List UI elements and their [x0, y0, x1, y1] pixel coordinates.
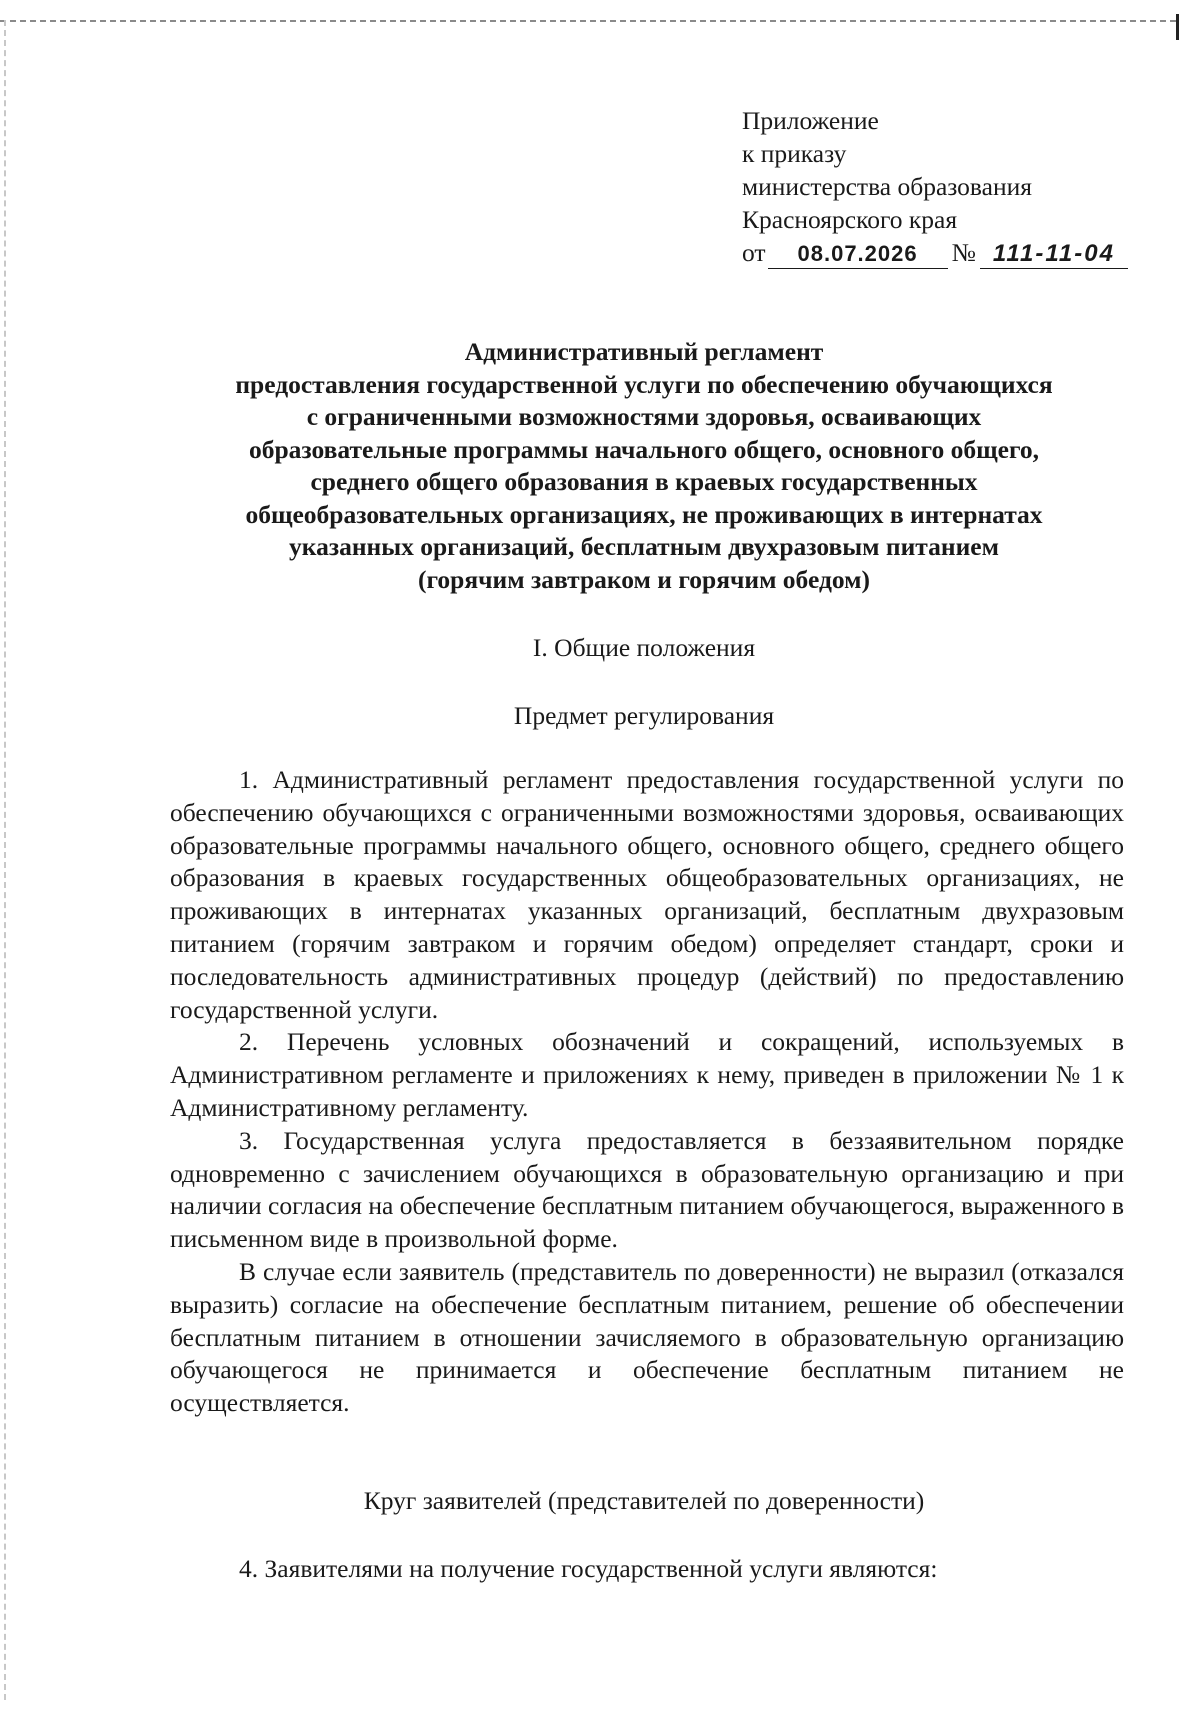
- appendix-line: Приложение: [742, 106, 879, 135]
- title-line: с ограниченными возможностями здоровья, осваивающих: [306, 402, 982, 431]
- subsection-heading: Предмет регулирования: [513, 701, 775, 730]
- paragraph: 1. Административный регламент предоставления государственной услуги по обеспечению обучающихся с ограниченными возможностями здоровья, осваивающих образовательные программы начального общего, основного общего, среднего общего образования в краевых государственных общеобразовательных организациях, не проживающих в интернатах указанных организаций, бесплатным двухразовым питанием (горячим завтраком и горячим обедом) определяет стандарт, сроки и последовательность административных процедур (действий) по предоставлению государственной услуги.: [170, 765, 1124, 1024]
- title-line: общеобразовательных организациях, не проживающих в интернатах: [245, 499, 1043, 529]
- title-line: Административный регламент: [464, 337, 824, 366]
- order-date: 08.07.2026: [768, 240, 948, 269]
- appendix-line: министерства образования: [742, 172, 1032, 201]
- order-number: 111-11-04: [980, 240, 1128, 269]
- body-text: [170, 764, 1124, 1420]
- document-title: [160, 336, 1128, 596]
- title-line: (горячим завтраком и горячим обедом): [418, 564, 870, 594]
- paragraph: 3. Государственная услуга предоставляется в беззаявительном порядке одновременно с зачислением обучающихся в образовательную организацию и при наличии согласия на обеспечение бесплатным питанием обучающегося, выраженного в письменном виде в произвольной форме.: [170, 1125, 1124, 1254]
- appendix-block: [742, 104, 1128, 269]
- title-line: среднего общего образования в краевых государственных: [310, 467, 978, 496]
- scan-border-left: [4, 20, 6, 1700]
- scan-corner-mark: [1176, 14, 1179, 40]
- appendix-line: к приказу: [742, 139, 847, 168]
- title-line: указанных организаций, бесплатным двухразовым питанием: [289, 532, 999, 561]
- paragraph: 2. Перечень условных обозначений и сокращений, используемых в Административном регламенте и приложениях к нему, приведен в приложении № 1 к Административному регламенту.: [170, 1027, 1124, 1122]
- paragraph: В случае если заявитель (представитель по доверенности) не выразил (отказался выразить) согласие на обеспечение бесплатным питанием, решение об обеспечении бесплатным питанием в отношении зачисляемого в образовательную организацию обучающегося не принимается и обеспечение бесплатным питанием не осуществляется.: [170, 1256, 1124, 1418]
- subsection-heading: Круг заявителей (представителей по доверенности): [363, 1486, 925, 1515]
- appendix-date-line: [742, 236, 1128, 269]
- from-label: от: [742, 238, 766, 267]
- body-text: [170, 1553, 1124, 1586]
- title-line: образовательные программы начального общего, основного общего,: [248, 434, 1040, 464]
- number-label: №: [951, 238, 976, 267]
- scan-border-top: [0, 20, 1176, 22]
- paragraph: 4. Заявителями на получение государственной услуги являются:: [239, 1554, 938, 1583]
- title-line: предоставления государственной услуги по обеспечению обучающихся: [235, 369, 1053, 399]
- appendix-line: Красноярского края: [742, 205, 958, 234]
- section-heading: I. Общие положения: [532, 633, 756, 662]
